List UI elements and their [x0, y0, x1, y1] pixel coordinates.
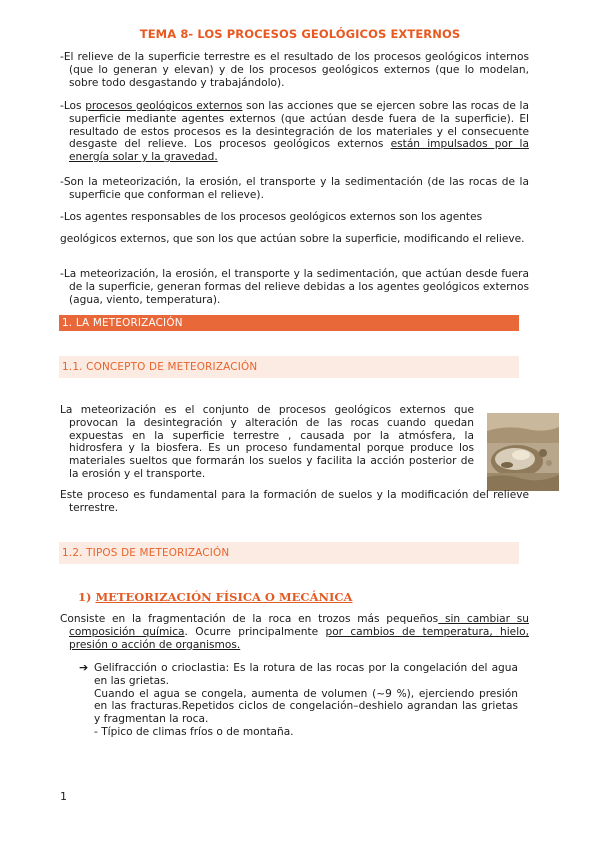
bullet-line-2: Cuando el agua se congela, aumenta de volumen (~9 %), ejerciendo presión en las fracturas.Repetidos ciclos de congelación–deshielo agrandan las grietas y fragmentan la roca. — [94, 687, 518, 726]
subsection-heading-fisica — [78, 590, 352, 604]
subsection-number: 1) — [78, 590, 96, 604]
intro-paragraph-6: -La meteorización, la erosión, el transporte y la sedimentación, que actúan desde fuera de la superficie, generan formas del relieve debidas a los agentes geológicos externos (agua, viento, temperatura). — [60, 268, 529, 306]
concept-paragraph-1 — [60, 404, 474, 481]
page-title: TEMA 8- LOS PROCESOS GEOLÓGICOS EXTERNOS — [139, 27, 461, 41]
fisica-underline-2: por cambios de temperatura, hielo, presión o acción de organismos. — [69, 625, 529, 651]
page-number: 1 — [60, 790, 67, 803]
intro-paragraph-3: -Son la meteorización, la erosión, el transporte y la sedimentación (de las rocas de la superficie que conforman el relieve). — [60, 176, 529, 201]
intro-p2-underline-2: están impulsados por la energía solar y la gravedad. — [69, 138, 529, 164]
weathered-rock-image — [487, 413, 559, 491]
intro-paragraph-1: -El relieve de la superficie terrestre es el resultado de los procesos geológicos internos (que lo generan y elevan) y de los procesos geológicos externos (que lo modelan, sobre todo desgastando y trabajándolo). — [60, 51, 529, 89]
fisica-paragraph — [60, 613, 529, 651]
concept-paragraph-2: Este proceso es fundamental para la formación de suelos y la modificación del relieve terrestre. — [60, 489, 529, 514]
rock-photo — [487, 413, 559, 491]
bullet-line-3: - Típico de climas fríos o de montaña. — [94, 725, 294, 738]
section-heading-tipos: 1.2. TIPOS DE METEORIZACIÓN — [59, 542, 519, 564]
intro-p2-underline-1: procesos geológicos externos — [85, 100, 243, 112]
intro-paragraph-4: -Los agentes responsables de los procesos geológicos externos son los agentes — [60, 211, 483, 223]
bullet-line-1: Gelifracción o crioclastia: Es la rotura de las rocas por la congelación del agua en las grietas. — [94, 662, 518, 687]
intro-paragraph-2 — [60, 100, 529, 164]
arrow-bullet-icon: ➔ — [79, 661, 89, 674]
fisica-text-a: Consiste en la fragmentación de la roca en trozos más pequeños — [60, 613, 439, 625]
fisica-text-b: . Ocurre principalmente — [184, 625, 326, 638]
bullet-gelifraccion — [94, 662, 518, 739]
subsection-title: METEORIZACIÓN FÍSICA O MECÁNICA — [95, 590, 353, 604]
intro-paragraph-5: geológicos externos, que son los que actúan sobre la superficie, modificando el relieve. — [60, 233, 525, 245]
fisica-underline-1: sin cambiar su composición química — [69, 613, 529, 638]
section-heading-concepto: 1.1. CONCEPTO DE METEORIZACIÓN — [59, 356, 519, 378]
intro-p2-text-a: -Los — [60, 100, 86, 112]
intro-p2-text-b: son las acciones que se ejercen sobre las rocas de la superficie mediante agentes externos (que actúan desde fuera de la superficie). El resultado de estos procesos es la desintegración de los materiales y el consecuente desgaste del relieve. Los procesos geológicos externos — [69, 100, 529, 151]
section-heading-meteorizacion: 1. LA METEORIZACIÓN — [59, 315, 519, 331]
concept-p1-text: La meteorización es el conjunto de procesos geológicos externos que provocan la desintegración y alteración de las rocas cuando quedan expuestas en la superficie terrestre , causada por la atmósfera, la hidrosfera y la biosfera. Es un proceso fundamental porque produce los materiales sueltos que formarán los suelos y facilita la acción posterior de la erosión y el transporte. — [60, 404, 474, 480]
